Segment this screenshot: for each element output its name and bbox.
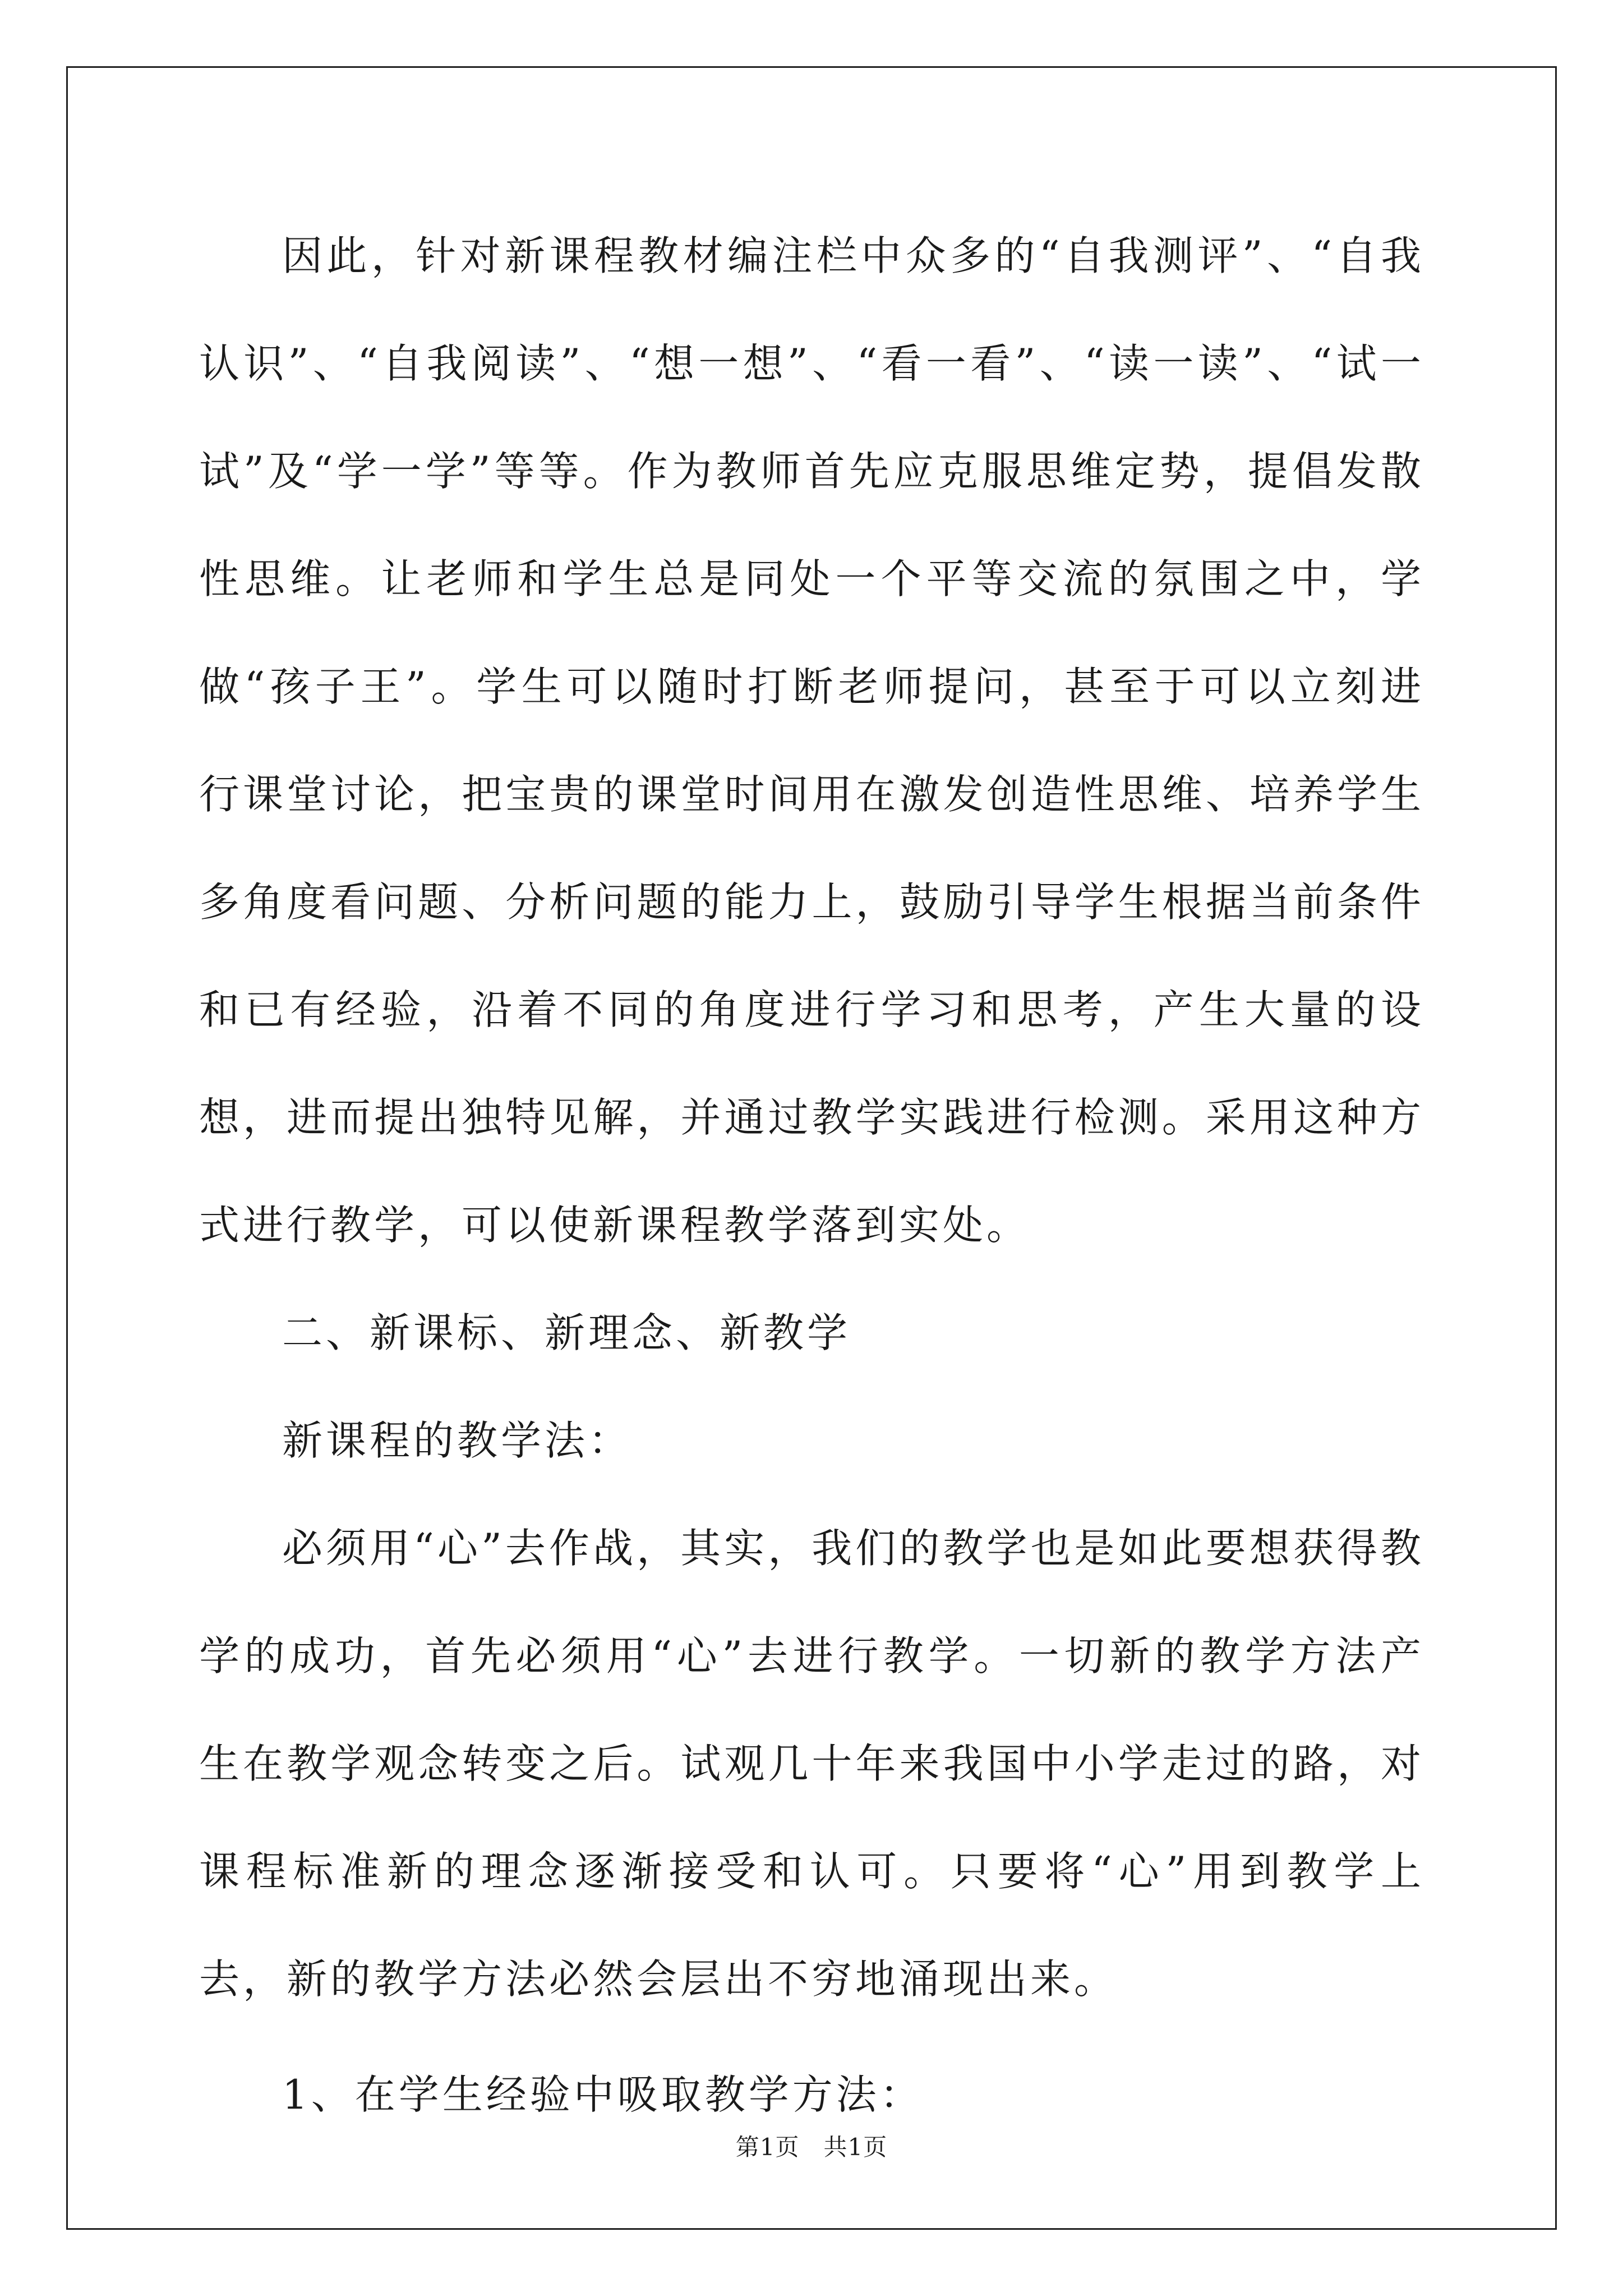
page-footer xyxy=(0,2129,1623,2162)
page-number: 第1页 xyxy=(735,2133,800,2161)
subheading-method: 新课程的教学法： xyxy=(282,1417,633,1464)
paragraph-intro: 因此，针对新课程教材编注栏中众多的“自我测评”、“自我认识”、“自我阅读”、“想一想”、“看一看”、“读一读”、“试一试”及“学一学”等等。作为教师首先应克服思维定势，提倡发散性思维。让老师和学生总是同处一个平等交流的氛围之中，学做“孩子王”。学生可以随时打断老师提问，甚至于可以立刻进行课堂讨论，把宝贵的课堂时间用在激发创造性思维、培养学生多角度看问题、分析问题的能力上，鼓励引导学生根据当前条件和已有经验，沿着不同的角度进行学习和思考，产生大量的设想，进而提出独特见解，并通过教学实践进行检测。采用这种方式进行教学，可以使新课程教学落到实处。 xyxy=(199,232,1424,1249)
document-body xyxy=(199,202,1424,2148)
section-heading: 二、新课标、新理念、新教学 xyxy=(282,1309,851,1356)
paragraph-heart: 必须用“心”去作战，其实，我们的教学也是如此要想获得教学的成功，首先必须用“心”去进行教学。一切新的教学方法产生在教学观念转变之后。试观几十年来我国中小学走过的路，对课程标准新的理念逐渐接受和认可。只要将“心”用到教学上去，新的教学方法必然会层出不穷地涌现出来。 xyxy=(199,1525,1424,2003)
list-item-1: 1、在学生经验中吸取教学方法： xyxy=(282,2071,924,2118)
page-total: 共1页 xyxy=(823,2133,888,2161)
